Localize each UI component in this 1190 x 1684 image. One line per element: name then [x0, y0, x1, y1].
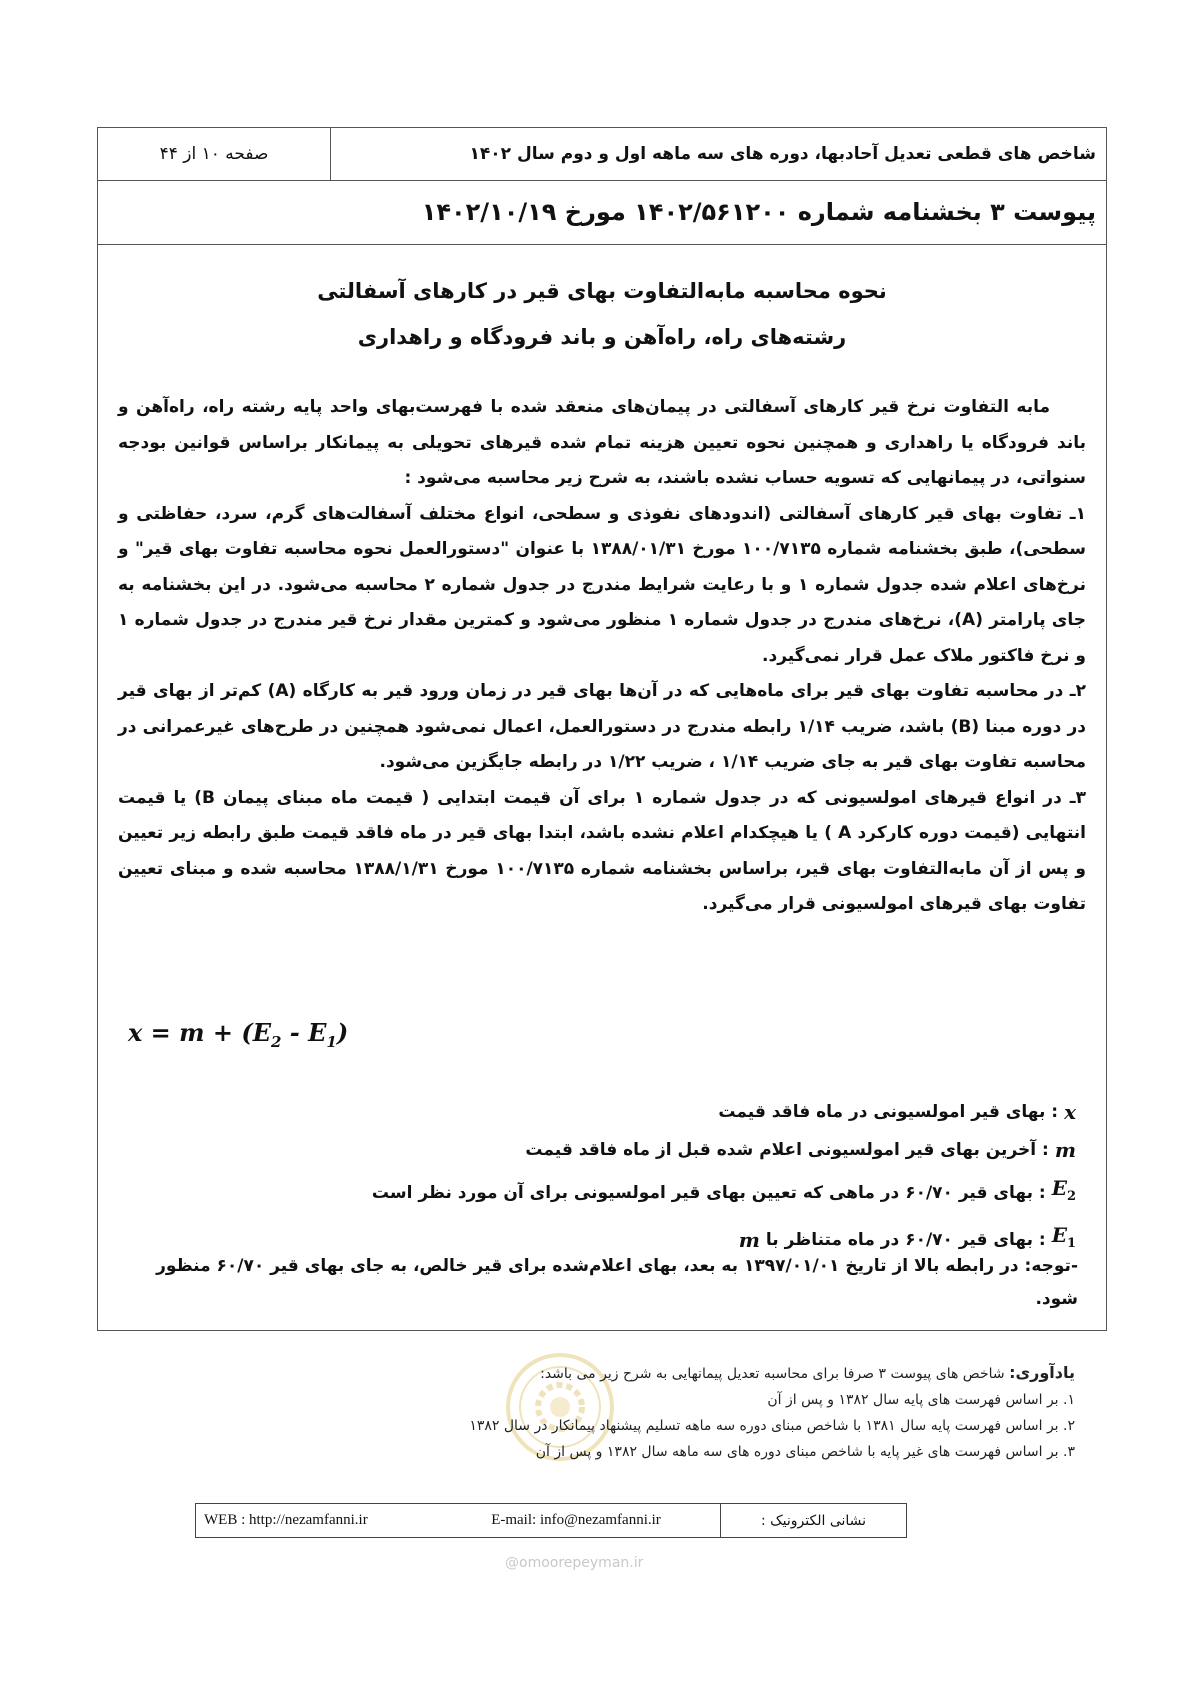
- watermark-text: @omoorepeyman.ir: [505, 1555, 644, 1571]
- definition-trailing-symbol: m: [738, 1227, 760, 1252]
- page-number: صفحه ۱۰ از ۴۴: [98, 128, 331, 180]
- reminder-item: ۳. بر اساس فهرست های غیر پایه با شاخص مبنای دوره های سه ماهه سال ۱۳۸۲ و پس از آن: [535, 1444, 1075, 1460]
- definition-m: [128, 1131, 1076, 1169]
- body-text: [118, 390, 1086, 923]
- reminder-item: ۲. بر اساس فهرست پایه سال ۱۳۸۱ با شاخص مبنای دوره سه ماهه تسلیم پیشنهاد پیمانکار در سال ۱۳۸۲: [469, 1418, 1075, 1434]
- reminder-header: [215, 1360, 1075, 1387]
- definition-e2: [128, 1169, 1076, 1216]
- document-title-line-2: رشته‌های راه، راه‌آهن و باند فرودگاه و راهداری: [357, 325, 847, 349]
- item-2-paragraph: ۲ـ در محاسبه تفاوت بهای قیر برای ماه‌هایی که در آن‌ها بهای قیر در زمان ورود قیر به کارگاه (A) کم‌تر از بهای قیر در دوره مبنا (B) باشد، ضریب ۱/۱۴ رابطه مندرج در دستورالعمل، اعمال نمی‌شود همچنین در طرح‌های غیرعمرانی در محاسبه تفاوت بهای قیر به جای ضریب ۱/۱۴ ، ضریب ۱/۲۲ در رابطه جایگزین می‌شود.: [118, 681, 1087, 772]
- definition-symbol: m: [1054, 1138, 1076, 1162]
- reminder-section: [215, 1360, 1075, 1465]
- page-frame: [97, 127, 1107, 1331]
- reminder-item: ۱. بر اساس فهرست های پایه سال ۱۳۸۲ و پس از آن: [767, 1392, 1075, 1408]
- definition-text: : بهای قیر ۶۰/۷۰ در ماه متناظر با: [765, 1229, 1046, 1250]
- document-title: [98, 268, 1106, 360]
- item-1-paragraph: ۱ـ تفاوت بهای قیر کارهای آسفالتی (اندودهای نفوذی و سطحی، انواع مختلف آسفالت‌های گرم، سرد، حفاظتی و سطحی)، طبق بخشنامه شماره ۱۰۰/۷۱۳۵ مورخ ۱۳۸۸/۰۱/۳۱ با عنوان "دستورالعمل نحوه محاسبه تفاوت بهای قیر" و نرخ‌های اعلام شده جدول شماره ۱ و با رعایت شرایط مندرج در جدول شماره ۲ محاسبه می‌شود. در این بخشنامه به جای پارامتر (A)، نرخ‌های مندرج در جدول شماره ۱ منظور می‌شود و کمترین مقدار نرخ قیر مندرج در جدول شماره ۱ و نرخ فاکتور ملاک عمل قرار نمی‌گیرد.: [118, 503, 1087, 666]
- item-3-paragraph: ۳ـ در انواع قیرهای امولسیونی که در جدول شماره ۱ برای آن قیمت ابتدایی ( قیمت ماه مبنای پیمان B) یا قیمت انتهایی (قیمت دوره کارکرد A ) یا هیچکدام اعلام نشده باشد، ابتدا بهای قیر در ماه فاقد قیمت طبق رابطه زیر تعیین و پس از آن مابه‌التفاوت بهای قیر، براساس بخشنامه شماره ۱۰۰/۷۱۳۵ مورخ ۱۳۸۸/۱/۳۱ محاسبه شده و مبنای تعیین تفاوت بهای قیرهای امولسیونی قرار می‌گیرد.: [118, 787, 1087, 914]
- formula-sub-1: 1: [326, 1032, 337, 1051]
- intro-paragraph: مابه التفاوت نرخ قیر کارهای آسفالتی در پیمان‌های منعقد شده با فهرست‌بهای واحد پایه رشته راه، راه‌آهن و باند فرودگاه یا راهداری و همچنین نحوه تعیین هزینه تمام شده قیرهای تحویلی به پیمانکار براساس قوانین بودجه سنواتی، در پیمانهایی که تسویه حساب نشده باشند، به شرح زیر محاسبه می‌شود :: [118, 397, 1086, 488]
- formula-end: ): [336, 1018, 349, 1047]
- formula-sub-2: 2: [271, 1032, 282, 1051]
- reminder-text: شاخص های پیوست ۳ صرفا برای محاسبه تعدیل پیمانهایی به شرح زیر می باشد:: [540, 1366, 1005, 1382]
- footer-contact-box: [195, 1503, 907, 1538]
- note-paragraph: -توجه: در رابطه بالا از تاریخ ۱۳۹۷/۰۱/۰۱ به بعد، بهای اعلام‌شده برای قیر خالص، به جای بهای قیر ۶۰/۷۰ منظور شود.: [156, 1256, 1078, 1309]
- definition-text: : بهای قیر امولسیونی در ماه فاقد قیمت: [718, 1102, 1059, 1122]
- footer-email-link[interactable]: E-mail: info@nezamfanni.ir: [491, 1512, 661, 1528]
- definition-symbol: $E_1$: [1051, 1223, 1076, 1251]
- annex-title: پیوست ۳ بخشنامه شماره ۱۴۰۲/۵۶۱۲۰۰ مورخ ۱۴۰۲/۱۰/۱۹: [98, 180, 1106, 245]
- definition-x: [128, 1093, 1076, 1131]
- document-title-line-1: نحوه محاسبه مابه‌التفاوت بهای قیر در کارهای آسفالتی: [317, 279, 887, 303]
- definition-symbol: $E_2$: [1051, 1176, 1076, 1204]
- header-row: [98, 128, 1106, 181]
- definition-text: : آخرین بهای قیر امولسیونی اعلام شده قبل از ماه فاقد قیمت: [525, 1140, 1049, 1160]
- definition-symbol: x: [1064, 1100, 1076, 1124]
- header-title: شاخص های قطعی تعدیل آحادبها، دوره های سه ماهه اول و دوم سال ۱۴۰۲: [469, 144, 1096, 164]
- footer-web-link[interactable]: WEB : http://nezamfanni.ir: [204, 1512, 368, 1528]
- formula-mid: - E: [281, 1018, 327, 1047]
- formula: [128, 1018, 348, 1051]
- formula-lhs: x = m + (E: [128, 1018, 271, 1047]
- footer-label: نشانی الکترونیک :: [720, 1504, 906, 1537]
- definitions: [128, 1093, 1076, 1263]
- reminder-title: یادآوری:: [1009, 1363, 1075, 1382]
- definition-text: : بهای قیر ۶۰/۷۰ در ماهی که تعیین بهای قیر امولسیونی برای آن مورد نظر است: [371, 1182, 1046, 1203]
